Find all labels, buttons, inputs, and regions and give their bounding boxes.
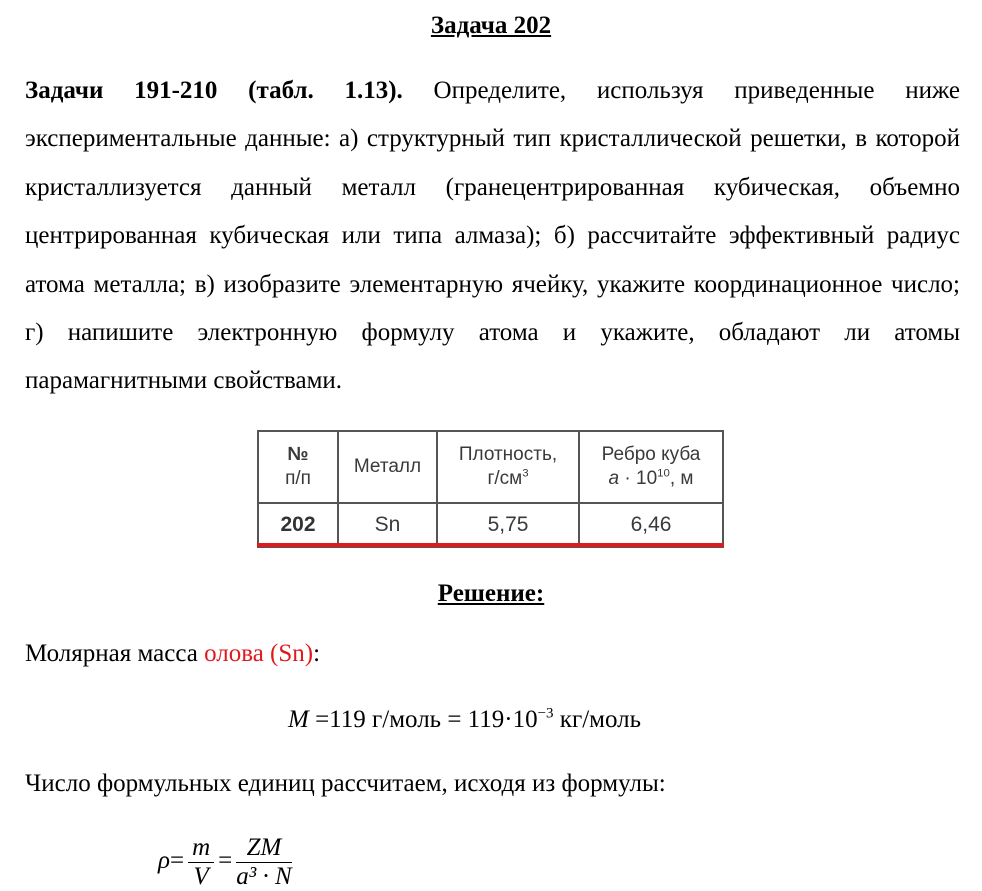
density-formula [158,834,296,891]
formula-value: =119 г/моль = 119·10 [308,706,538,733]
fraction-m-v [188,834,214,891]
table-underline [257,543,724,547]
header-edge-exp: 10 [657,467,670,480]
header-edge-a: a [608,468,620,489]
table-header-row [258,431,723,503]
molar-mass-prefix: Молярная масса [25,640,205,667]
data-table [257,430,724,548]
header-density [437,431,579,503]
header-density-unit: г/см [487,468,523,489]
solution-heading: Решение: [437,580,545,607]
formula-symbol-m: M [288,706,309,733]
header-edge-label: Ребро куба [601,444,701,465]
problem-text: Определите, используя приведенные ниже экспериментальные данные: а) структурный тип кристаллической решетки, в которой кристаллизуется данный металл (гранецентрированная кубическая, объемно центрированная кубическая или типа алмаза); б) рассчитайте эффективный радиус атома металла; в) изобразите элементарную ячейку, укажите координационное число; г) напишите электронную формулу атома и укажите, обладают ли атомы парамагнитными свойствами. [25,77,960,395]
cell-metal: Sn [338,503,437,547]
formula-unit: кг/моль [553,706,642,733]
fraction-zm-num: ZM [236,834,291,863]
page-title: Задача 202 [430,12,552,39]
header-number-symbol: № [287,444,309,465]
molar-mass-line [25,640,320,668]
molar-mass-formula [288,706,641,734]
count-line: Число формульных единиц рассчитаем, исходя из формулы: [25,770,666,797]
cell-number: 202 [258,503,338,547]
problem-statement [25,67,960,406]
header-metal: Металл [338,431,437,503]
fraction-v: V [193,863,209,890]
fraction-zm [236,834,291,891]
molar-mass-colon: : [313,640,321,667]
header-number-label: п/п [285,468,311,489]
header-density-label: Плотность, [458,444,558,465]
cell-edge: 6,46 [579,503,723,547]
formula-eq2: = [218,847,233,875]
problem-lead: Задачи 191-210 (табл. 1.13). [25,77,403,104]
header-edge [579,431,723,503]
formula-eq1: = [170,847,185,875]
formula-rho: ρ [158,847,170,875]
header-number [258,431,338,503]
formula-exponent: −3 [537,705,554,722]
fraction-zm-den: a³ · N [236,863,292,890]
fraction-m: m [188,834,214,863]
molar-mass-element: олова (Sn) [204,640,314,667]
table-row [258,503,723,547]
header-edge-unit: , м [669,468,694,489]
cell-density: 5,75 [437,503,579,547]
header-density-exp: 3 [522,467,529,480]
header-edge-mult: · 10 [619,468,658,489]
